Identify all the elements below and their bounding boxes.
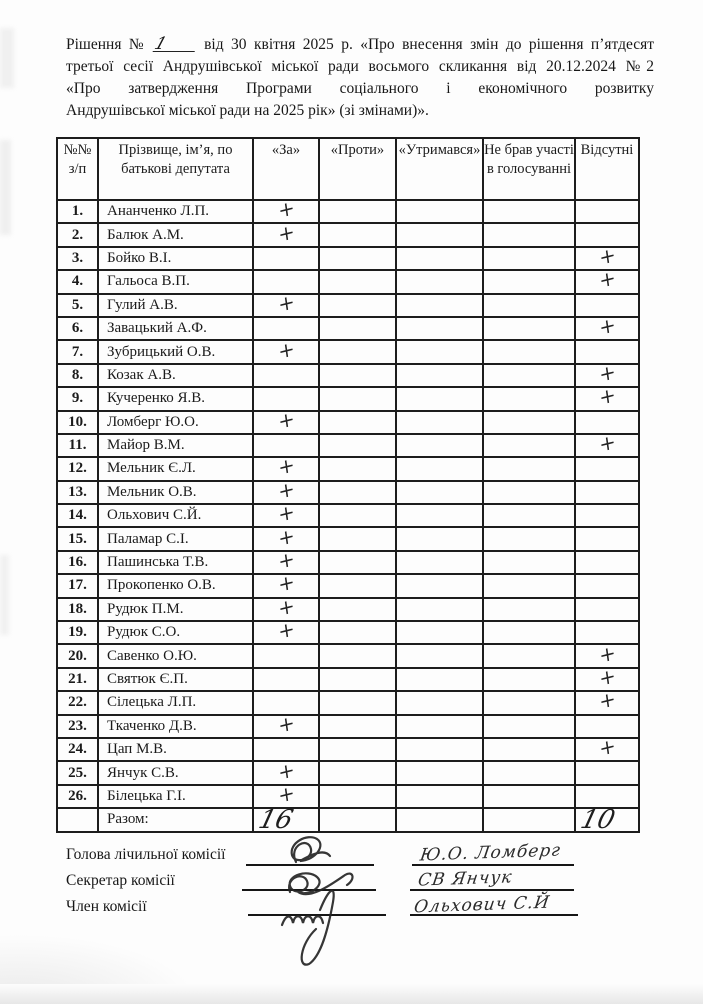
cell-row-number: 1. — [57, 200, 98, 223]
column-header: Відсутні — [575, 138, 639, 200]
cell-vote-proty — [319, 715, 396, 738]
header-line-4: Андрушівської міської ради на 2025 рік» (зі змінами)». — [66, 102, 429, 119]
cell-vote-utrym — [396, 785, 483, 808]
column-header: «Утримався» — [396, 138, 483, 200]
table-row — [57, 434, 639, 457]
cell-vote-proty — [319, 621, 396, 644]
cell-row-number: 25. — [57, 761, 98, 784]
vote-mark-handwritten: + — [276, 522, 296, 551]
cell-vote-proty — [319, 785, 396, 808]
table-row — [57, 621, 639, 644]
cell-row-number: 12. — [57, 457, 98, 480]
cell-vote-proty — [319, 457, 396, 480]
cell-vote-vidsutni — [575, 527, 639, 550]
cell-deputy-name: Білецька Г.І. — [98, 785, 253, 808]
cell-deputy-name: Завацький А.Ф. — [98, 317, 253, 340]
cell-vote-ne_brav — [483, 364, 575, 387]
cell-row-number: 19. — [57, 621, 98, 644]
cell-vote-vidsutni — [575, 265, 639, 294]
cell-deputy-name: Прокопенко О.В. — [98, 574, 253, 597]
cell-vote-proty — [319, 527, 396, 550]
vote-mark-handwritten: + — [597, 663, 617, 691]
cell-vote-vidsutni — [575, 598, 639, 621]
cell-deputy-name: Савенко О.Ю. — [98, 644, 253, 667]
total-count-handwritten: 16 — [255, 805, 297, 836]
cell-deputy-name: Гулий А.В. — [98, 294, 253, 317]
table-header-row — [57, 138, 639, 200]
cell-row-number: 2. — [57, 223, 98, 246]
totals-cell-vidsutni — [575, 805, 639, 836]
cell-deputy-name: Рудюк С.О. — [98, 621, 253, 644]
header-line-1-prefix: Рішення № — [66, 36, 148, 53]
cell-vote-utrym — [396, 387, 483, 410]
cell-deputy-name: Мельник О.В. — [98, 481, 253, 504]
cell-vote-proty — [319, 574, 396, 597]
cell-vote-ne_brav — [483, 668, 575, 691]
cell-deputy-name: Гальоса В.П. — [98, 270, 253, 293]
vote-mark-handwritten: + — [597, 265, 617, 294]
cell-row-number: 26. — [57, 785, 98, 808]
cell-vote-ne_brav — [483, 715, 575, 738]
cell-deputy-name: Ткаченко Д.В. — [98, 715, 253, 738]
cell-vote-za — [253, 218, 319, 247]
cell-row-number: 17. — [57, 574, 98, 597]
signature-name-handwritten: Ольхович С.Й — [412, 892, 552, 918]
decision-header — [66, 34, 654, 122]
vote-mark-handwritten: + — [597, 733, 617, 762]
cell-vote-proty — [319, 294, 396, 317]
cell-vote-proty — [319, 691, 396, 714]
table-row — [57, 317, 639, 340]
cell-vote-za — [253, 709, 319, 738]
signature-name-handwritten: Ю.О. Ломберг — [418, 840, 563, 866]
cell-vote-utrym — [396, 270, 483, 293]
cell-row-number: 24. — [57, 738, 98, 761]
cell-vote-utrym — [396, 504, 483, 527]
cell-vote-proty — [319, 387, 396, 410]
scan-artifact — [0, 555, 9, 635]
cell-deputy-name: Ломберг Ю.О. — [98, 411, 253, 434]
vote-mark-handwritten: + — [276, 335, 296, 364]
table-row — [57, 294, 639, 317]
vote-mark-handwritten: + — [597, 241, 617, 270]
table-row — [57, 200, 639, 223]
cell-deputy-name: Ананченко Л.П. — [98, 200, 253, 223]
cell-vote-proty — [319, 340, 396, 363]
cell-deputy-name: Мельник Є.Л. — [98, 457, 253, 480]
vote-mark-handwritten: + — [276, 195, 296, 224]
cell-vote-utrym — [396, 364, 483, 387]
cell-vote-utrym — [396, 200, 483, 223]
cell-vote-proty — [319, 411, 396, 434]
totals-cell-utrym — [396, 808, 483, 831]
cell-deputy-name: Паламар С.І. — [98, 527, 253, 550]
cell-vote-proty — [319, 434, 396, 457]
cell-vote-ne_brav — [483, 785, 575, 808]
cell-vote-proty — [319, 644, 396, 667]
cell-vote-utrym — [396, 527, 483, 550]
cell-vote-ne_brav — [483, 738, 575, 761]
scan-artifact — [0, 984, 703, 1004]
vote-mark-handwritten: + — [276, 592, 296, 621]
cell-vote-ne_brav — [483, 223, 575, 246]
header-line-1 — [66, 34, 654, 56]
vote-mark-handwritten: + — [597, 639, 617, 668]
cell-row-number: 3. — [57, 247, 98, 270]
vote-mark-handwritten: + — [597, 686, 617, 715]
cell-vote-utrym — [396, 738, 483, 761]
table-row — [57, 761, 639, 784]
cell-vote-ne_brav — [483, 294, 575, 317]
cell-vote-proty — [319, 504, 396, 527]
table-row — [57, 738, 639, 761]
cell-vote-proty — [319, 223, 396, 246]
cell-vote-utrym — [396, 551, 483, 574]
cell-vote-utrym — [396, 621, 483, 644]
voting-table-header — [57, 138, 639, 200]
table-row — [57, 785, 639, 808]
cell-deputy-name: Зубрицький О.В. — [98, 340, 253, 363]
cell-vote-za — [253, 247, 319, 270]
vote-mark-handwritten: + — [597, 312, 617, 341]
cell-vote-ne_brav — [483, 340, 575, 363]
cell-vote-ne_brav — [483, 551, 575, 574]
vote-mark-handwritten: + — [276, 405, 296, 434]
cell-vote-utrym — [396, 317, 483, 340]
cell-row-number: 9. — [57, 387, 98, 410]
cell-row-number: 11. — [57, 434, 98, 457]
cell-vote-utrym — [396, 644, 483, 667]
table-row — [57, 527, 639, 550]
cell-row-number: 15. — [57, 527, 98, 550]
cell-vote-utrym — [396, 761, 483, 784]
vote-mark-handwritten: + — [276, 779, 296, 808]
vote-mark-handwritten: + — [597, 382, 617, 411]
cell-vote-utrym — [396, 247, 483, 270]
cell-vote-za — [253, 616, 319, 645]
cell-row-number: 5. — [57, 294, 98, 317]
vote-mark-handwritten: + — [276, 709, 296, 738]
cell-vote-ne_brav — [483, 387, 575, 410]
cell-vote-proty — [319, 598, 396, 621]
cell-vote-vidsutni — [575, 382, 639, 411]
table-row — [57, 411, 639, 434]
cell-vote-utrym — [396, 715, 483, 738]
cell-vote-proty — [319, 668, 396, 691]
cell-vote-vidsutni — [575, 481, 639, 504]
header-line-3: «Про затвердження Програми соціального і економічного розвитку — [66, 80, 654, 97]
cell-vote-ne_brav — [483, 527, 575, 550]
header-line-2: третьої сесії Андрушівської міської ради восьмого скликання від 20.12.2024 №2 — [66, 58, 654, 75]
totals-label: Разом: — [98, 808, 253, 831]
column-header: «За» — [253, 138, 319, 200]
cell-vote-utrym — [396, 434, 483, 457]
cell-vote-vidsutni — [575, 457, 639, 480]
cell-vote-utrym — [396, 598, 483, 621]
cell-deputy-name: Рудюк П.М. — [98, 598, 253, 621]
header-line-1-rest: від 30 квітня 2025 р. «Про внесення змін до рішення п’ятдесят — [204, 36, 655, 53]
signature-label: Член комісії — [66, 898, 147, 915]
cell-vote-ne_brav — [483, 200, 575, 223]
cell-deputy-name: Сілецька Л.П. — [98, 691, 253, 714]
vote-mark-handwritten: + — [597, 429, 617, 458]
cell-row-number: 22. — [57, 691, 98, 714]
table-row — [57, 668, 639, 691]
cell-vote-za — [253, 644, 319, 667]
cell-vote-ne_brav — [483, 644, 575, 667]
cell-vote-vidsutni — [575, 574, 639, 597]
cell-row-number: 18. — [57, 598, 98, 621]
table-row — [57, 504, 639, 527]
total-count-handwritten: 10 — [577, 805, 619, 836]
table-row — [57, 340, 639, 363]
voting-table-body — [57, 195, 639, 836]
table-row — [57, 598, 639, 621]
cell-vote-ne_brav — [483, 481, 575, 504]
cell-vote-proty — [319, 551, 396, 574]
cell-deputy-name: Козак А.В. — [98, 364, 253, 387]
table-row — [57, 644, 639, 667]
cell-row-number: 23. — [57, 715, 98, 738]
signature-label: Секретар комісії — [66, 872, 175, 889]
voting-table — [56, 137, 640, 836]
totals-cell-ne_brav — [483, 808, 575, 831]
cell-vote-za — [253, 668, 319, 691]
cell-vote-proty — [319, 364, 396, 387]
cell-vote-ne_brav — [483, 317, 575, 340]
cell-vote-proty — [319, 761, 396, 784]
table-row — [57, 551, 639, 574]
cell-deputy-name: Ольхович С.Й. — [98, 504, 253, 527]
cell-vote-vidsutni — [575, 312, 639, 341]
scan-artifact — [0, 28, 14, 88]
cell-vote-za — [253, 335, 319, 364]
cell-vote-proty — [319, 317, 396, 340]
cell-vote-vidsutni — [575, 761, 639, 784]
vote-mark-handwritten: + — [276, 546, 296, 575]
cell-vote-utrym — [396, 574, 483, 597]
cell-vote-utrym — [396, 481, 483, 504]
table-row — [57, 387, 639, 410]
cell-blank — [57, 808, 98, 831]
table-row — [57, 247, 639, 270]
cell-vote-vidsutni — [575, 686, 639, 715]
cell-vote-utrym — [396, 691, 483, 714]
cell-vote-vidsutni — [575, 551, 639, 574]
cell-row-number: 13. — [57, 481, 98, 504]
cell-vote-ne_brav — [483, 574, 575, 597]
cell-vote-ne_brav — [483, 434, 575, 457]
vote-mark-handwritten: + — [276, 569, 296, 598]
cell-row-number: 6. — [57, 317, 98, 340]
table-row — [57, 364, 639, 387]
cell-row-number: 7. — [57, 340, 98, 363]
cell-row-number: 4. — [57, 270, 98, 293]
vote-mark-handwritten: + — [597, 358, 617, 387]
cell-vote-utrym — [396, 457, 483, 480]
vote-mark-handwritten: + — [276, 756, 296, 785]
cell-row-number: 10. — [57, 411, 98, 434]
cell-deputy-name: Янчук С.В. — [98, 761, 253, 784]
cell-row-number: 21. — [57, 668, 98, 691]
cell-deputy-name: Святюк Є.П. — [98, 668, 253, 691]
signature-label: Голова лічильної комісії — [66, 846, 226, 863]
cell-vote-utrym — [396, 294, 483, 317]
cell-vote-ne_brav — [483, 457, 575, 480]
signature-name-handwritten: СВ Янчук — [416, 867, 514, 891]
cell-deputy-name: Кучеренко Я.В. — [98, 387, 253, 410]
cell-vote-ne_brav — [483, 247, 575, 270]
cell-row-number: 8. — [57, 364, 98, 387]
scan-artifact — [0, 934, 200, 1004]
cell-deputy-name: Балюк А.М. — [98, 223, 253, 246]
cell-vote-vidsutni — [575, 733, 639, 762]
vote-mark-handwritten: + — [276, 499, 296, 528]
cell-vote-ne_brav — [483, 691, 575, 714]
cell-vote-proty — [319, 200, 396, 223]
cell-vote-proty — [319, 270, 396, 293]
cell-vote-ne_brav — [483, 761, 575, 784]
cell-deputy-name: Пашинська Т.В. — [98, 551, 253, 574]
cell-deputy-name: Майор В.М. — [98, 434, 253, 457]
vote-mark-handwritten: + — [276, 288, 296, 317]
table-row — [57, 223, 639, 246]
table-row — [57, 270, 639, 293]
column-header: №№ з/п — [57, 138, 98, 200]
vote-mark-handwritten: + — [276, 616, 296, 645]
cell-vote-utrym — [396, 223, 483, 246]
cell-vote-utrym — [396, 411, 483, 434]
table-row — [57, 481, 639, 504]
column-header: Прізвище, ім’я, по батькові депутата — [98, 138, 253, 200]
cell-vote-utrym — [396, 340, 483, 363]
column-header: «Проти» — [319, 138, 396, 200]
decision-number-handwritten: 1 — [152, 37, 199, 52]
cell-deputy-name: Цап М.В. — [98, 738, 253, 761]
cell-vote-za — [253, 288, 319, 317]
vote-mark-handwritten: + — [276, 218, 296, 247]
cell-vote-proty — [319, 247, 396, 270]
cell-vote-vidsutni — [575, 429, 639, 458]
vote-mark-handwritten: + — [276, 452, 296, 481]
cell-row-number: 20. — [57, 644, 98, 667]
cell-vote-ne_brav — [483, 504, 575, 527]
cell-vote-proty — [319, 738, 396, 761]
column-header: Не брав участі в голосуванні — [483, 138, 575, 200]
cell-vote-ne_brav — [483, 598, 575, 621]
table-row — [57, 715, 639, 738]
cell-vote-za — [253, 364, 319, 387]
cell-vote-ne_brav — [483, 621, 575, 644]
cell-row-number: 14. — [57, 504, 98, 527]
signature-scribble — [250, 826, 380, 971]
cell-vote-ne_brav — [483, 270, 575, 293]
cell-vote-vidsutni — [575, 504, 639, 527]
cell-vote-ne_brav — [483, 411, 575, 434]
scan-artifact — [0, 140, 11, 235]
cell-vote-utrym — [396, 668, 483, 691]
table-row — [57, 574, 639, 597]
table-row — [57, 691, 639, 714]
cell-row-number: 16. — [57, 551, 98, 574]
vote-mark-handwritten: + — [276, 475, 296, 504]
cell-vote-vidsutni — [575, 200, 639, 223]
cell-vote-proty — [319, 481, 396, 504]
cell-deputy-name: Бойко В.І. — [98, 247, 253, 270]
table-row — [57, 457, 639, 480]
cell-vote-za — [253, 405, 319, 434]
